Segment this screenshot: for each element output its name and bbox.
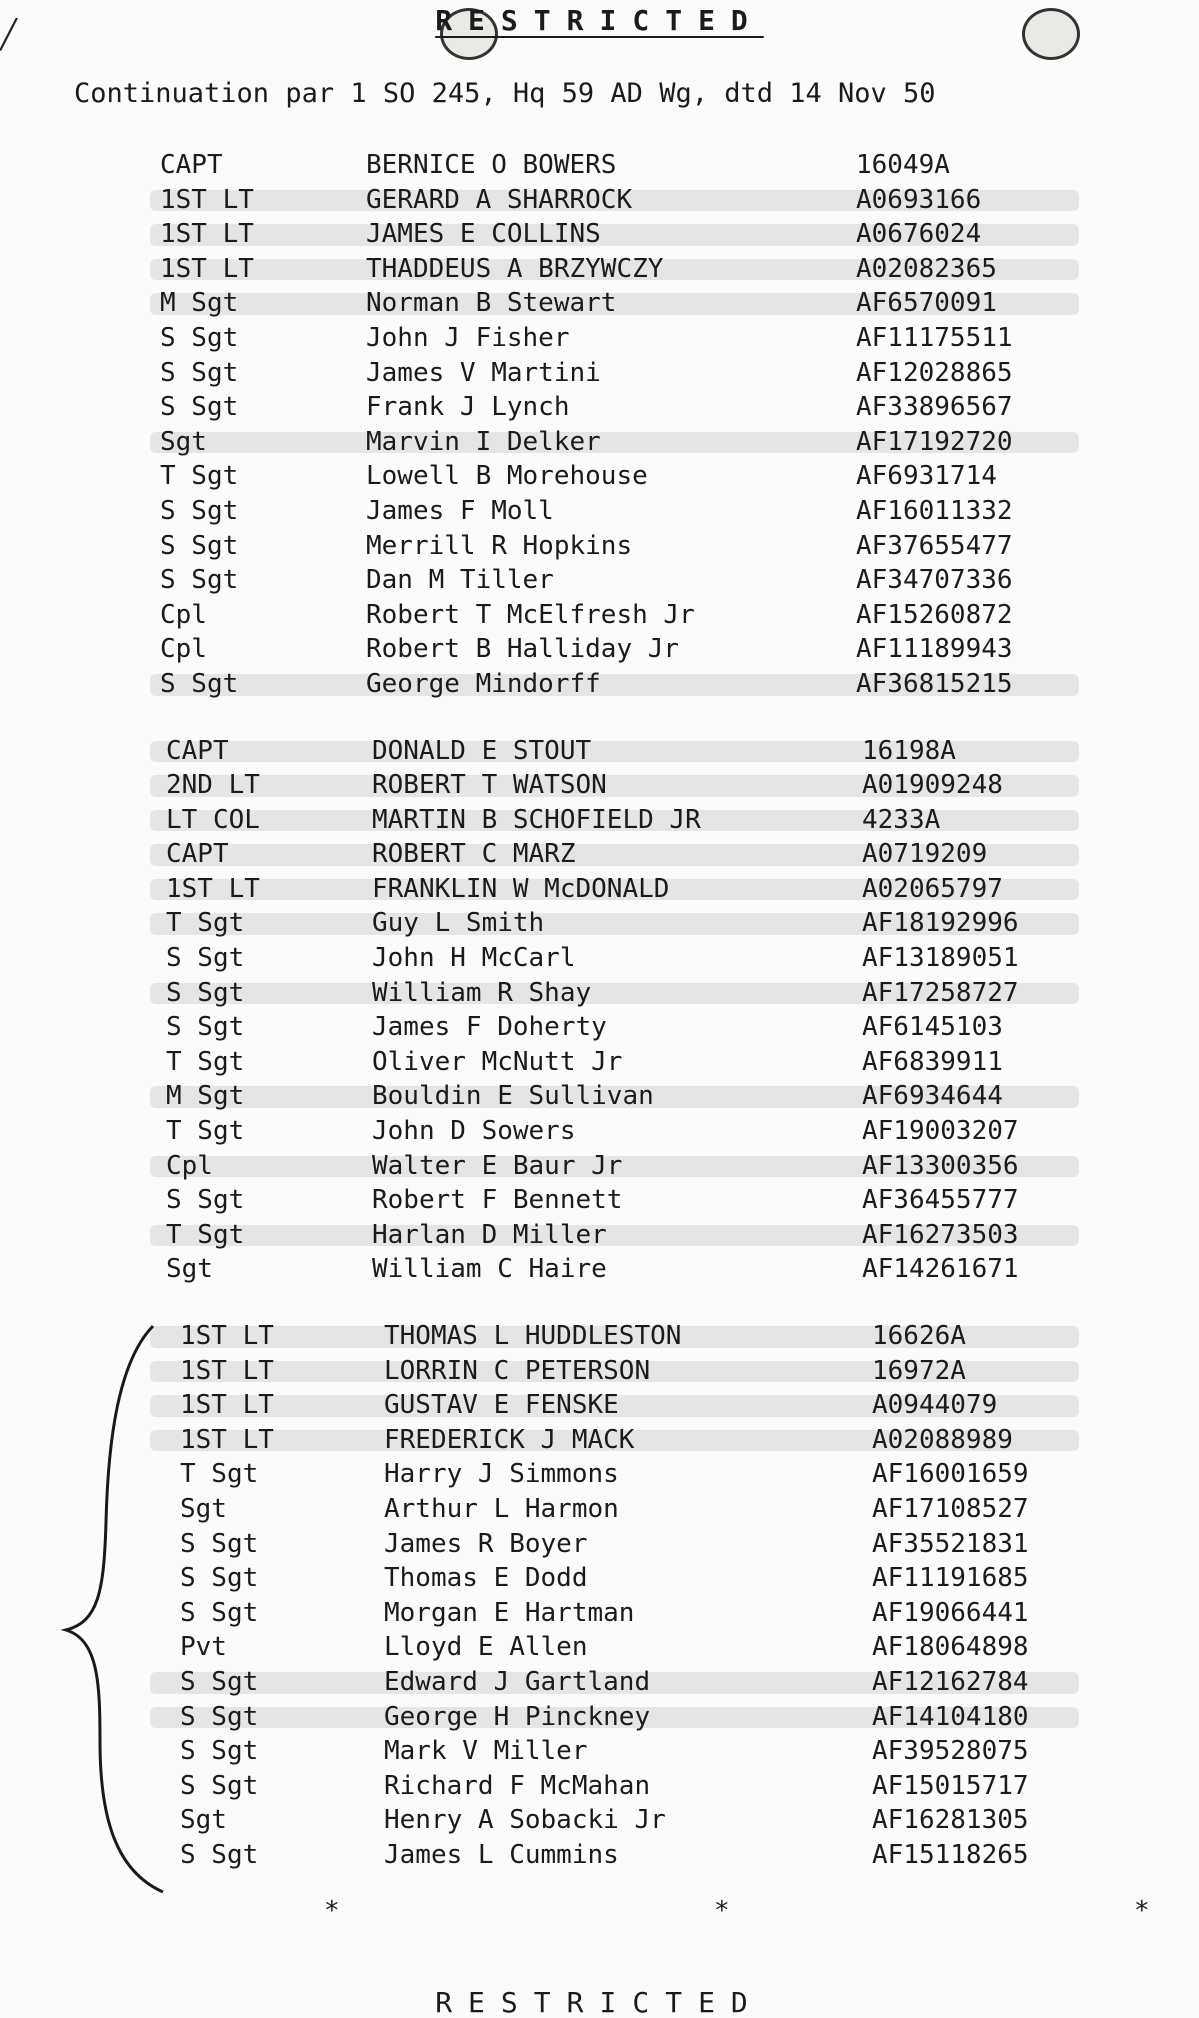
name-cell: GUSTAV E FENSKE (384, 1390, 619, 1421)
grade-cell: S Sgt (180, 1563, 259, 1594)
serial-number-cell: AF19003207 (862, 1116, 1019, 1147)
grade-cell: S Sgt (160, 495, 239, 526)
grade-cell: 1ST LT (166, 873, 260, 904)
grade-cell: T Sgt (166, 1219, 245, 1250)
name-cell: Robert F Bennett (372, 1185, 623, 1216)
serial-number-cell: AF14104180 (872, 1701, 1029, 1732)
grade-cell: Cpl (160, 599, 207, 630)
grade-cell: Cpl (166, 1150, 213, 1181)
grade-cell: T Sgt (166, 908, 245, 939)
grade-cell: 2ND LT (166, 770, 260, 801)
roster-row (0, 217, 1199, 252)
grade-cell: S Sgt (180, 1736, 259, 1767)
roster-row (0, 837, 1199, 872)
serial-number-cell: AF14261671 (862, 1254, 1019, 1285)
serial-number-cell: 16049A (856, 150, 950, 180)
roster-row (0, 1252, 1199, 1287)
grade-cell: S Sgt (160, 322, 239, 353)
name-cell: MARTIN B SCHOFIELD JR (372, 804, 701, 835)
name-cell: Henry A Sobacki Jr (384, 1805, 666, 1836)
serial-number-cell: 16198A (862, 735, 956, 766)
serial-number-cell: AF12028865 (856, 357, 1013, 388)
name-cell: George H Pinckney (384, 1701, 651, 1732)
name-cell: James V Martini (366, 357, 601, 388)
serial-number-cell: A0676024 (856, 219, 982, 250)
roster-row (0, 667, 1199, 702)
roster-row (0, 1700, 1199, 1735)
grade-cell: Sgt (160, 426, 207, 457)
grade-cell: T Sgt (180, 1459, 259, 1490)
handwritten-brace (58, 1322, 168, 1896)
name-cell: Bouldin E Sullivan (372, 1081, 654, 1112)
serial-number-cell: AF6931714 (856, 461, 997, 492)
name-cell: Lowell B Morehouse (366, 461, 648, 492)
roster-row (0, 1183, 1199, 1218)
name-cell: Mark V Miller (384, 1736, 588, 1767)
grade-cell: S Sgt (160, 392, 239, 423)
name-cell: Marvin I Delker (366, 426, 601, 457)
grade-cell: 1ST LT (180, 1355, 274, 1386)
grade-cell: 1ST LT (180, 1424, 274, 1455)
serial-number-cell: AF18192996 (862, 908, 1019, 939)
grade-cell: S Sgt (160, 530, 239, 561)
grade-cell: M Sgt (166, 1081, 245, 1112)
serial-number-cell: AF11189943 (856, 634, 1013, 665)
serial-number-cell: AF6145103 (862, 1012, 1003, 1043)
roster-group-1 (0, 148, 1199, 702)
serial-number-cell: A02065797 (862, 873, 1003, 904)
serial-number-cell: A02088989 (872, 1424, 1013, 1455)
serial-number-cell: AF11175511 (856, 322, 1013, 353)
roster-row (0, 1734, 1199, 1769)
name-cell: THADDEUS A BRZYWCZY (366, 253, 664, 284)
classification-header: RESTRICTED (435, 4, 764, 37)
grade-cell: LT COL (166, 804, 260, 835)
roster-row (0, 1388, 1199, 1423)
roster-row (0, 1630, 1199, 1665)
name-cell: Norman B Stewart (366, 288, 617, 319)
serial-number-cell: AF15118265 (872, 1839, 1029, 1870)
grade-cell: Cpl (160, 634, 207, 665)
serial-number-cell: AF6839911 (862, 1046, 1003, 1077)
roster-group-3 (0, 1319, 1199, 1873)
serial-number-cell: AF6934644 (862, 1081, 1003, 1112)
roster-row (0, 1561, 1199, 1596)
name-cell: James F Moll (366, 495, 554, 526)
serial-number-cell: AF39528075 (872, 1736, 1029, 1767)
grade-cell: T Sgt (160, 461, 239, 492)
grade-cell: CAPT (166, 735, 229, 766)
name-cell: ROBERT T WATSON (372, 770, 607, 801)
name-cell: Arthur L Harmon (384, 1493, 619, 1524)
grade-cell: S Sgt (180, 1528, 259, 1559)
footer-asterisk: * (324, 1896, 340, 1926)
grade-cell: 1ST LT (160, 219, 254, 250)
grade-cell: Sgt (166, 1254, 213, 1285)
roster-row (0, 563, 1199, 598)
serial-number-cell: AF16001659 (872, 1459, 1029, 1490)
name-cell: Oliver McNutt Jr (372, 1046, 623, 1077)
grade-cell: T Sgt (166, 1116, 245, 1147)
grade-cell: S Sgt (166, 1012, 245, 1043)
serial-number-cell: AF37655477 (856, 530, 1013, 561)
roster-row (0, 1010, 1199, 1045)
serial-number-cell: AF36455777 (862, 1185, 1019, 1216)
name-cell: LORRIN C PETERSON (384, 1355, 651, 1386)
name-cell: Lloyd E Allen (384, 1632, 588, 1663)
serial-number-cell: AF16273503 (862, 1219, 1019, 1250)
roster-row (0, 872, 1199, 907)
roster-row (0, 390, 1199, 425)
grade-cell: S Sgt (166, 943, 245, 974)
roster-row (0, 803, 1199, 838)
serial-number-cell: 4233A (862, 804, 941, 835)
roster-row (0, 1319, 1199, 1354)
name-cell: DONALD E STOUT (372, 735, 592, 766)
roster-row (0, 1423, 1199, 1458)
grade-cell: 1ST LT (180, 1390, 274, 1421)
classification-footer: RESTRICTED (435, 1986, 764, 2018)
name-cell: Thomas E Dodd (384, 1563, 588, 1594)
name-cell: FREDERICK J MACK (384, 1424, 635, 1455)
roster-group-2 (0, 734, 1199, 1288)
serial-number-cell: AF33896567 (856, 392, 1013, 423)
grade-cell: T Sgt (166, 1046, 245, 1077)
name-cell: Robert B Halliday Jr (366, 634, 680, 665)
serial-number-cell: 16972A (872, 1355, 966, 1386)
roster-row (0, 1596, 1199, 1631)
personnel-roster (0, 148, 1199, 1873)
grade-cell: S Sgt (180, 1666, 259, 1697)
roster-row (0, 1665, 1199, 1700)
name-cell: THOMAS L HUDDLESTON (384, 1321, 682, 1351)
grade-cell: M Sgt (160, 288, 239, 319)
name-cell: James F Doherty (372, 1012, 607, 1043)
grade-cell: S Sgt (166, 1185, 245, 1216)
name-cell: Edward J Gartland (384, 1666, 651, 1697)
roster-row (0, 1079, 1199, 1114)
grade-cell: Sgt (180, 1493, 227, 1524)
pen-tick-mark: ╱ (0, 18, 17, 51)
continuation-line: Continuation par 1 SO 245, Hq 59 AD Wg, dtd 14 Nov 50 (74, 78, 936, 109)
roster-row (0, 529, 1199, 564)
name-cell: John J Fisher (366, 322, 570, 353)
roster-row (0, 598, 1199, 633)
serial-number-cell: A0693166 (856, 184, 982, 215)
serial-number-cell: AF11191685 (872, 1563, 1029, 1594)
grade-cell: S Sgt (166, 977, 245, 1008)
grade-cell: CAPT (166, 839, 229, 870)
roster-row (0, 1354, 1199, 1389)
roster-row (0, 1045, 1199, 1080)
roster-row (0, 183, 1199, 218)
grade-cell: 1ST LT (160, 253, 254, 284)
serial-number-cell: AF36815215 (856, 668, 1013, 699)
grade-cell: Pvt (180, 1632, 227, 1663)
name-cell: Dan M Tiller (366, 565, 554, 596)
roster-row (0, 321, 1199, 356)
serial-number-cell: AF16011332 (856, 495, 1013, 526)
grade-cell: S Sgt (160, 357, 239, 388)
name-cell: Harlan D Miller (372, 1219, 607, 1250)
name-cell: Robert T McElfresh Jr (366, 599, 695, 630)
footer-asterisk: * (1134, 1896, 1150, 1926)
serial-number-cell: AF35521831 (872, 1528, 1029, 1559)
grade-cell: 1ST LT (160, 184, 254, 215)
name-cell: Merrill R Hopkins (366, 530, 633, 561)
serial-number-cell: AF17108527 (872, 1493, 1029, 1524)
roster-row (0, 494, 1199, 529)
name-cell: Morgan E Hartman (384, 1597, 635, 1628)
footer-asterisk: * (714, 1896, 730, 1926)
name-cell: James R Boyer (384, 1528, 588, 1559)
name-cell: Frank J Lynch (366, 392, 570, 423)
serial-number-cell: A0944079 (872, 1390, 998, 1421)
roster-row (0, 1149, 1199, 1184)
roster-row (0, 148, 1199, 183)
grade-cell: S Sgt (180, 1839, 259, 1870)
serial-number-cell: AF15260872 (856, 599, 1013, 630)
name-cell: John D Sowers (372, 1116, 576, 1147)
name-cell: George Mindorff (366, 668, 601, 699)
name-cell: Harry J Simmons (384, 1459, 619, 1490)
grade-cell: 1ST LT (180, 1321, 274, 1351)
serial-number-cell: A01909248 (862, 770, 1003, 801)
grade-cell: S Sgt (180, 1597, 259, 1628)
serial-number-cell: AF13189051 (862, 943, 1019, 974)
grade-cell: S Sgt (180, 1770, 259, 1801)
serial-number-cell: AF18064898 (872, 1632, 1029, 1663)
roster-row (0, 632, 1199, 667)
serial-number-cell: AF13300356 (862, 1150, 1019, 1181)
roster-row (0, 941, 1199, 976)
roster-row (0, 1527, 1199, 1562)
name-cell: Richard F McMahan (384, 1770, 651, 1801)
name-cell: BERNICE O BOWERS (366, 150, 617, 180)
serial-number-cell: AF17192720 (856, 426, 1013, 457)
roster-row (0, 1218, 1199, 1253)
roster-row (0, 459, 1199, 494)
roster-row (0, 906, 1199, 941)
name-cell: FRANKLIN W McDONALD (372, 873, 670, 904)
grade-cell: S Sgt (160, 668, 239, 699)
name-cell: Guy L Smith (372, 908, 545, 939)
name-cell: Walter E Baur Jr (372, 1150, 623, 1181)
serial-number-cell: A02082365 (856, 253, 997, 284)
roster-row (0, 286, 1199, 321)
name-cell: ROBERT C MARZ (372, 839, 576, 870)
grade-cell: Sgt (180, 1805, 227, 1836)
roster-row (0, 976, 1199, 1011)
roster-row (0, 425, 1199, 460)
serial-number-cell: 16626A (872, 1321, 966, 1351)
name-cell: JAMES E COLLINS (366, 219, 601, 250)
grade-cell: S Sgt (160, 565, 239, 596)
roster-row (0, 1114, 1199, 1149)
name-cell: William C Haire (372, 1254, 607, 1285)
roster-row (0, 1492, 1199, 1527)
roster-row (0, 252, 1199, 287)
grade-cell: S Sgt (180, 1701, 259, 1732)
name-cell: John H McCarl (372, 943, 576, 974)
roster-row (0, 356, 1199, 391)
serial-number-cell: AF19066441 (872, 1597, 1029, 1628)
roster-row (0, 734, 1199, 769)
roster-row (0, 1769, 1199, 1804)
roster-row (0, 1457, 1199, 1492)
serial-number-cell: A0719209 (862, 839, 988, 870)
name-cell: William R Shay (372, 977, 592, 1008)
serial-number-cell: AF12162784 (872, 1666, 1029, 1697)
serial-number-cell: AF15015717 (872, 1770, 1029, 1801)
roster-row (0, 1838, 1199, 1873)
roster-row (0, 1803, 1199, 1838)
serial-number-cell: AF16281305 (872, 1805, 1029, 1836)
name-cell: James L Cummins (384, 1839, 619, 1870)
serial-number-cell: AF17258727 (862, 977, 1019, 1008)
serial-number-cell: AF34707336 (856, 565, 1013, 596)
roster-row (0, 768, 1199, 803)
grade-cell: CAPT (160, 150, 223, 180)
serial-number-cell: AF6570091 (856, 288, 997, 319)
name-cell: GERARD A SHARROCK (366, 184, 633, 215)
